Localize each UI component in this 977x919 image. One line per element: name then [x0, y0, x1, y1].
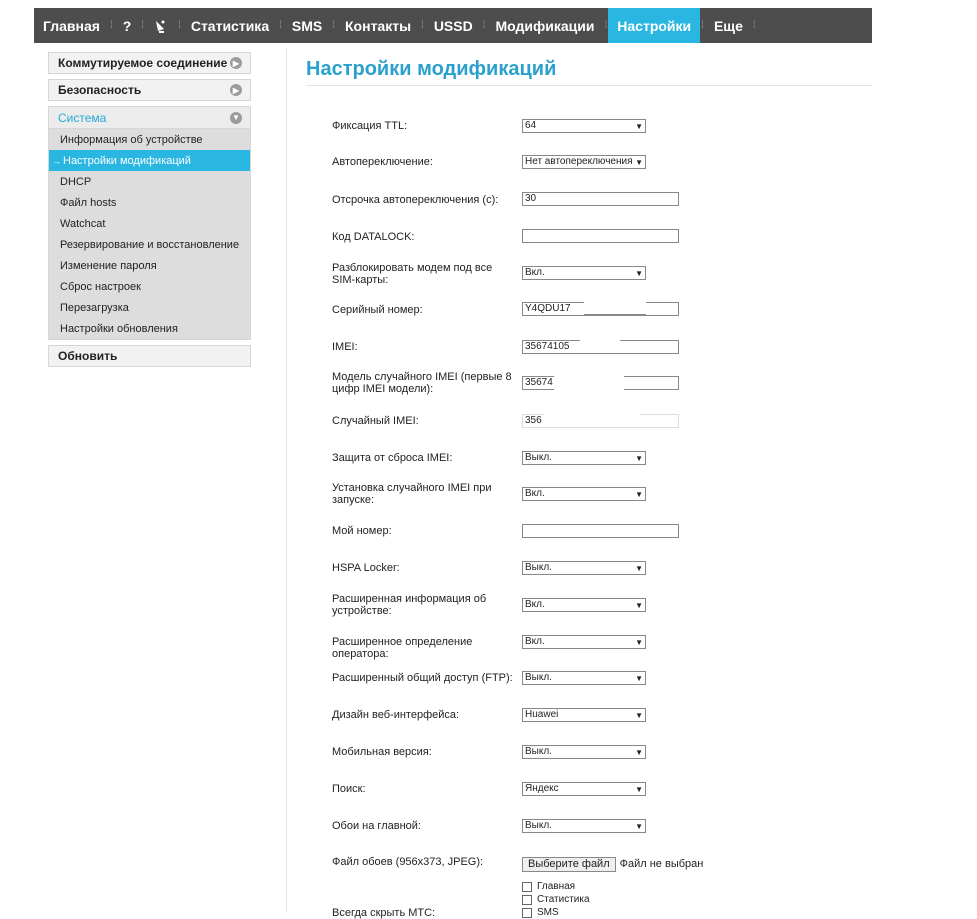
sidebar-subitem-reset[interactable]: Сброс настроек — [60, 280, 141, 293]
sidebar-subitem-device-info[interactable]: Информация об устройстве — [60, 133, 203, 146]
form-row-mobile-version — [332, 745, 872, 759]
field-label: Расширенное определение оператора: — [332, 636, 473, 660]
field-label: Отсрочка автопереключения (с): — [332, 194, 499, 206]
chevron-down-icon: ▼ — [635, 601, 643, 610]
mobile-version-select[interactable]: Выкл. ▼ — [522, 745, 646, 759]
sidebar-item-dialup[interactable] — [48, 52, 251, 74]
redaction — [584, 301, 646, 315]
file-status: Файл не выбран — [619, 858, 704, 870]
file-picker — [522, 854, 703, 872]
serial-input[interactable]: Y4QDU17 — [522, 302, 679, 316]
sidebar-subitem-dhcp[interactable]: DHCP — [60, 175, 92, 188]
form-row-autoswitch — [332, 155, 872, 169]
divider — [306, 85, 872, 86]
nav-separator: ⁞ — [752, 20, 756, 31]
checkbox-statistics[interactable]: Статистика — [522, 893, 590, 906]
nav-settings[interactable]: Настройки — [608, 8, 700, 43]
chevron-down-icon: ▼ — [635, 822, 643, 831]
nav-separator: ⁞ — [604, 20, 608, 31]
wallpaper-select[interactable]: Выкл. ▼ — [522, 819, 646, 833]
sidebar-subitem-backup[interactable]: Резервирование и восстановление — [60, 238, 240, 251]
redaction — [544, 413, 640, 427]
sidebar-item-security[interactable] — [48, 79, 251, 101]
sidebar-subitem-update-settings[interactable]: Настройки обновления — [60, 322, 178, 335]
chevron-down-icon: ▼ — [635, 122, 643, 131]
form-row-search — [332, 782, 872, 796]
field-label: Установка случайного IMEI при запуске: — [332, 482, 492, 506]
autoswitch-select[interactable]: Нет автопереключения ▼ — [522, 155, 646, 169]
sidebar-item-label: Безопасность — [58, 83, 142, 97]
form-row-ext-ftp — [332, 671, 872, 685]
chevron-down-icon: ▼ — [635, 490, 643, 499]
chevron-down-icon: ▼ — [635, 269, 643, 278]
page-title: Настройки модификаций — [306, 58, 557, 80]
sidebar-subitem-watchcat[interactable]: Watchcat — [60, 217, 106, 230]
field-label: Автопереключение: — [332, 156, 433, 168]
nav-separator: ⁞ — [109, 20, 113, 31]
checkbox-box[interactable] — [522, 895, 532, 905]
nav-separator: ⁞ — [421, 20, 424, 31]
divider — [286, 48, 287, 912]
field-label: Код DATALOCK: — [332, 231, 415, 243]
search-select[interactable]: Яндекс ▼ — [522, 782, 646, 796]
field-label: Расширенный общий доступ (FTP): — [332, 672, 513, 684]
field-label: Фиксация TTL: — [332, 120, 408, 132]
sidebar-subitem-password[interactable]: Изменение пароля — [60, 259, 157, 272]
form-row-ext-operator — [332, 635, 872, 660]
form-row-wallpaper — [332, 819, 872, 833]
nav-separator: ⁞ — [332, 20, 336, 31]
field-label: Файл обоев (956x373, JPEG): — [332, 856, 484, 868]
field-label: Случайный IMEI: — [332, 415, 419, 427]
form-row-hspa-locker — [332, 561, 872, 575]
circle-arrow-icon: ▶ — [230, 84, 242, 96]
nav-contacts[interactable]: Контакты — [345, 17, 412, 34]
sidebar-subitem-label: Настройки модификаций — [63, 154, 191, 167]
random-imei-input: 356 — [522, 414, 679, 428]
field-label: Разблокировать модем под все SIM-карты: — [332, 262, 493, 286]
ttl-select[interactable]: 64 ▼ — [522, 119, 646, 133]
my-number-input[interactable] — [522, 524, 679, 538]
sidebar-subitem-reboot[interactable]: Перезагрузка — [60, 301, 129, 314]
imei-input[interactable]: 35674105 — [522, 340, 679, 354]
hspa-locker-select[interactable]: Выкл. ▼ — [522, 561, 646, 575]
form-row-ui-design — [332, 708, 872, 722]
chevron-down-icon: ▼ — [635, 158, 643, 167]
sidebar-item-label: Система — [58, 110, 107, 125]
ext-ftp-select[interactable]: Выкл. ▼ — [522, 671, 646, 685]
nav-modifications[interactable]: Модификации — [495, 17, 595, 34]
form-row-imei-protect — [332, 451, 872, 465]
checkbox-sms[interactable]: SMS — [522, 906, 590, 919]
sidebar-subitem-mod-settings[interactable] — [49, 150, 250, 171]
redaction — [580, 339, 620, 353]
redaction — [554, 376, 624, 390]
field-label: Серийный номер: — [332, 304, 423, 316]
nav-separator: ⁞ — [701, 20, 704, 31]
ext-info-select[interactable]: Вкл. ▼ — [522, 598, 646, 612]
sidebar-subitem-hosts[interactable]: Файл hosts — [60, 196, 117, 209]
chevron-down-icon: ▼ — [635, 711, 643, 720]
nav-sms[interactable]: SMS — [291, 17, 323, 34]
arrow-right-icon: → — [52, 155, 61, 166]
random-imei-boot-select[interactable]: Вкл. ▼ — [522, 487, 646, 501]
field-label: Модель случайного IMEI (первые 8 цифр IMEI модели): — [332, 371, 512, 395]
chevron-down-icon: ▼ — [635, 564, 643, 573]
top-navigation — [34, 8, 872, 43]
circle-arrow-icon: ▶ — [230, 57, 242, 69]
field-label: Всегда скрыть МТС: — [332, 907, 436, 919]
checkbox-box[interactable] — [522, 908, 532, 918]
ext-operator-select[interactable]: Вкл. ▼ — [522, 635, 646, 649]
nav-separator: ⁞ — [178, 20, 181, 31]
nav-statistics[interactable]: Статистика — [190, 17, 270, 34]
chevron-down-icon: ▼ — [635, 785, 643, 794]
field-label: Расширенная информация об устройстве: — [332, 593, 487, 617]
nav-antenna[interactable] — [145, 8, 177, 43]
checkbox-home[interactable]: Главная — [522, 880, 590, 893]
sim-unlock-select[interactable]: Вкл. ▼ — [522, 266, 646, 280]
choose-file-button[interactable]: Выберите файл — [522, 857, 616, 872]
form-row-sim-unlock — [332, 262, 872, 286]
nav-help[interactable]: ? — [122, 17, 132, 34]
imei-protect-select[interactable]: Выкл. ▼ — [522, 451, 646, 465]
checkbox-box[interactable] — [522, 882, 532, 892]
form-row-random-imei-boot — [332, 482, 872, 506]
sidebar-group-system — [48, 106, 251, 340]
nav-ussd[interactable]: USSD — [433, 17, 473, 34]
field-label: Защита от сброса IMEI: — [332, 452, 453, 464]
chevron-down-icon: ▼ — [635, 638, 643, 647]
datalock-input[interactable] — [522, 229, 679, 243]
field-label: Мой номер: — [332, 525, 392, 537]
sidebar-item-system[interactable] — [49, 107, 250, 129]
autoswitch-delay-input[interactable]: 30 — [522, 192, 679, 206]
sidebar-item-update[interactable] — [48, 345, 251, 367]
field-label: Обои на главной: — [332, 820, 421, 832]
sidebar — [48, 52, 251, 372]
field-label: HSPA Locker: — [332, 562, 400, 574]
ui-design-select[interactable]: Huawei ▼ — [522, 708, 646, 722]
sidebar-item-label: Коммутируемое соединение — [58, 56, 228, 70]
nav-home[interactable]: Главная — [43, 17, 100, 34]
satellite-dish-icon — [154, 18, 168, 34]
nav-separator: ⁞ — [141, 20, 145, 31]
form-row-ttl — [332, 119, 872, 133]
nav-more[interactable]: Еще — [713, 17, 743, 34]
field-label: IMEI: — [332, 341, 358, 353]
sidebar-item-label: Обновить — [58, 349, 118, 363]
circle-arrow-down-icon: ▼ — [230, 112, 242, 124]
chevron-down-icon: ▼ — [635, 674, 643, 683]
checkbox-group — [522, 880, 590, 919]
chevron-down-icon: ▼ — [635, 454, 643, 463]
chevron-down-icon: ▼ — [635, 748, 643, 757]
field-label: Мобильная версия: — [332, 746, 432, 758]
random-imei-model-input[interactable]: 35674 — [522, 376, 679, 390]
nav-separator: ⁞ — [279, 20, 282, 31]
nav-separator: ⁞ — [482, 20, 486, 31]
form-row-ext-info — [332, 593, 872, 617]
field-label: Поиск: — [332, 783, 366, 795]
field-label: Дизайн веб-интерфейса: — [332, 709, 460, 721]
